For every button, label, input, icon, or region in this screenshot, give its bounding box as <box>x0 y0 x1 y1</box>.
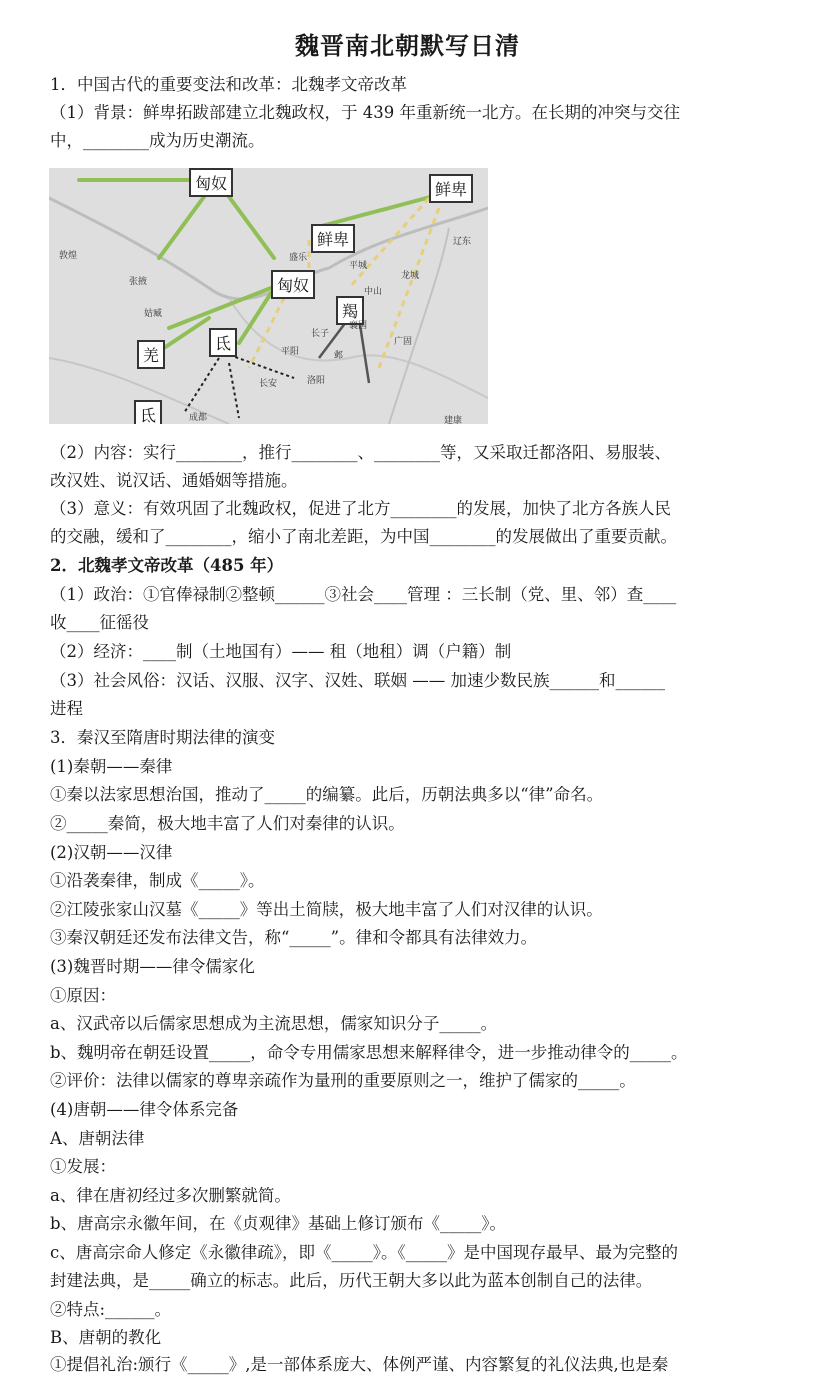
text-line: B、唐朝的教化 <box>50 1328 162 1347</box>
map-label: 匈奴 <box>189 168 233 197</box>
map-city: 襄国 <box>349 321 368 331</box>
map-label: 羯 <box>336 296 364 325</box>
map-label: 鲜卑 <box>429 174 473 203</box>
text-line: (2)汉朝——汉律 <box>50 843 173 862</box>
map-city: 辽东 <box>453 237 472 247</box>
map-city: 盛乐 <box>289 253 308 263</box>
text-line: 改汉姓、说汉话、通婚姻等措施。 <box>50 471 298 490</box>
map-city: 中山 <box>364 287 383 297</box>
text-line: (1)秦朝——秦律 <box>50 757 173 776</box>
map-label: 氐 <box>209 328 237 357</box>
text-line: ①提倡礼治:颁行《_____》,是一部体系庞大、体例严谨、内容繁复的礼仪法典,也是秦 <box>50 1355 669 1374</box>
map-city: 龙城 <box>401 271 420 281</box>
map-city: 姑臧 <box>144 309 163 319</box>
text-line: ②江陵张家山汉墓《_____》等出土简牍，极大地丰富了人们对汉律的认识。 <box>50 900 603 919</box>
text-line: c、唐高宗命人修定《永徽律疏》，即《_____》。《_____》是中国现存最早、最为完整的 <box>50 1243 678 1262</box>
text-line: b、唐高宗永徽年间，在《贞观律》基础上修订颁布《_____》。 <box>50 1214 507 1233</box>
text-line: ①发展： <box>50 1157 116 1176</box>
text-line: （1）政治：①官俸禄制②整顿______③社会____管理 ：三长制（党、里、邻）查____ <box>50 585 677 604</box>
text-line: （2）内容：实行________，推行________、________等，又采取迁都洛阳、易服装、 <box>50 443 671 462</box>
text-line: a、律在唐初经过多次删繁就简。 <box>50 1186 291 1205</box>
section-heading: 2．北魏孝文帝改革（485 年） <box>50 556 284 575</box>
map-label: 鲜卑 <box>311 224 355 253</box>
map-city: 平城 <box>349 261 368 271</box>
map-city: 平阳 <box>281 347 300 357</box>
map-city: 邺 <box>334 351 344 361</box>
text-line: a、汉武帝以后儒家思想成为主流思想，儒家知识分子_____。 <box>50 1014 498 1033</box>
text-line: (4)唐朝——律令体系完备 <box>50 1100 239 1119</box>
map-label: 氐 <box>134 400 162 424</box>
text-line: （1）背景：鲜卑拓跋部建立北魏政权，于 439 年重新统一北方。在长期的冲突与交往 <box>50 103 680 122</box>
text-line: 1．中国古代的重要变法和改革：北魏孝文帝改革 <box>50 75 407 94</box>
text-line: 的交融，缓和了________，缩小了南北差距，为中国________的发展做出了重要贡献。 <box>50 527 677 546</box>
text-line: 3．秦汉至隋唐时期法律的演变 <box>50 728 275 747</box>
map-city: 建康 <box>444 416 463 424</box>
text-line: ②_____秦简，极大地丰富了人们对秦律的认识。 <box>50 814 405 833</box>
text-line: （3）意义：有效巩固了北魏政权，促进了北方________的发展，加快了北方各族人民 <box>50 499 671 518</box>
page-title: 魏晋南北朝默写日清 <box>295 32 520 60</box>
map-city: 长子 <box>311 329 330 339</box>
text-line: ②评价：法律以儒家的尊卑亲疏作为量刑的重要原则之一，维护了儒家的_____。 <box>50 1071 636 1090</box>
text-line: 封建法典，是_____确立的标志。此后，历代王朝大多以此为蓝本创制自己的法律。 <box>50 1271 653 1290</box>
text-line: 中，________成为历史潮流。 <box>50 131 265 150</box>
map-city: 敦煌 <box>59 251 78 261</box>
map-city: 张掖 <box>129 277 148 287</box>
map-city: 成都 <box>189 413 208 423</box>
text-line: A、唐朝法律 <box>50 1129 145 1148</box>
text-line: ①沿袭秦律，制成《_____》。 <box>50 871 265 890</box>
text-line: b、魏明帝在朝廷设置_____，命令专用儒家思想来解释律令，进一步推动律令的_____。 <box>50 1043 688 1062</box>
map-city: 广固 <box>394 337 413 347</box>
text-line: （2）经济：____制（土地国有）—— 租（地租）调（户籍）制 <box>50 642 512 661</box>
text-line: 收____征徭役 <box>50 613 149 632</box>
text-line: ②特点:______。 <box>50 1300 172 1319</box>
text-line: （3）社会风俗：汉话、汉服、汉字、汉姓、联姻 —— 加速少数民族______和______ <box>50 671 665 690</box>
map-city: 长安 <box>259 379 278 389</box>
map-label: 匈奴 <box>271 270 315 299</box>
history-map <box>49 168 488 424</box>
map-city: 洛阳 <box>307 376 326 386</box>
text-line: 进程 <box>50 699 83 718</box>
map-label: 羌 <box>137 340 165 369</box>
text-line: ③秦汉朝廷还发布法律文告，称“_____”。律和令都具有法律效力。 <box>50 928 538 947</box>
text-line: ①原因： <box>50 986 116 1005</box>
text-line: ①秦以法家思想治国，推动了_____的编纂。此后，历朝法典多以“律”命名。 <box>50 785 604 804</box>
text-line: (3)魏晋时期——律令儒家化 <box>50 957 255 976</box>
